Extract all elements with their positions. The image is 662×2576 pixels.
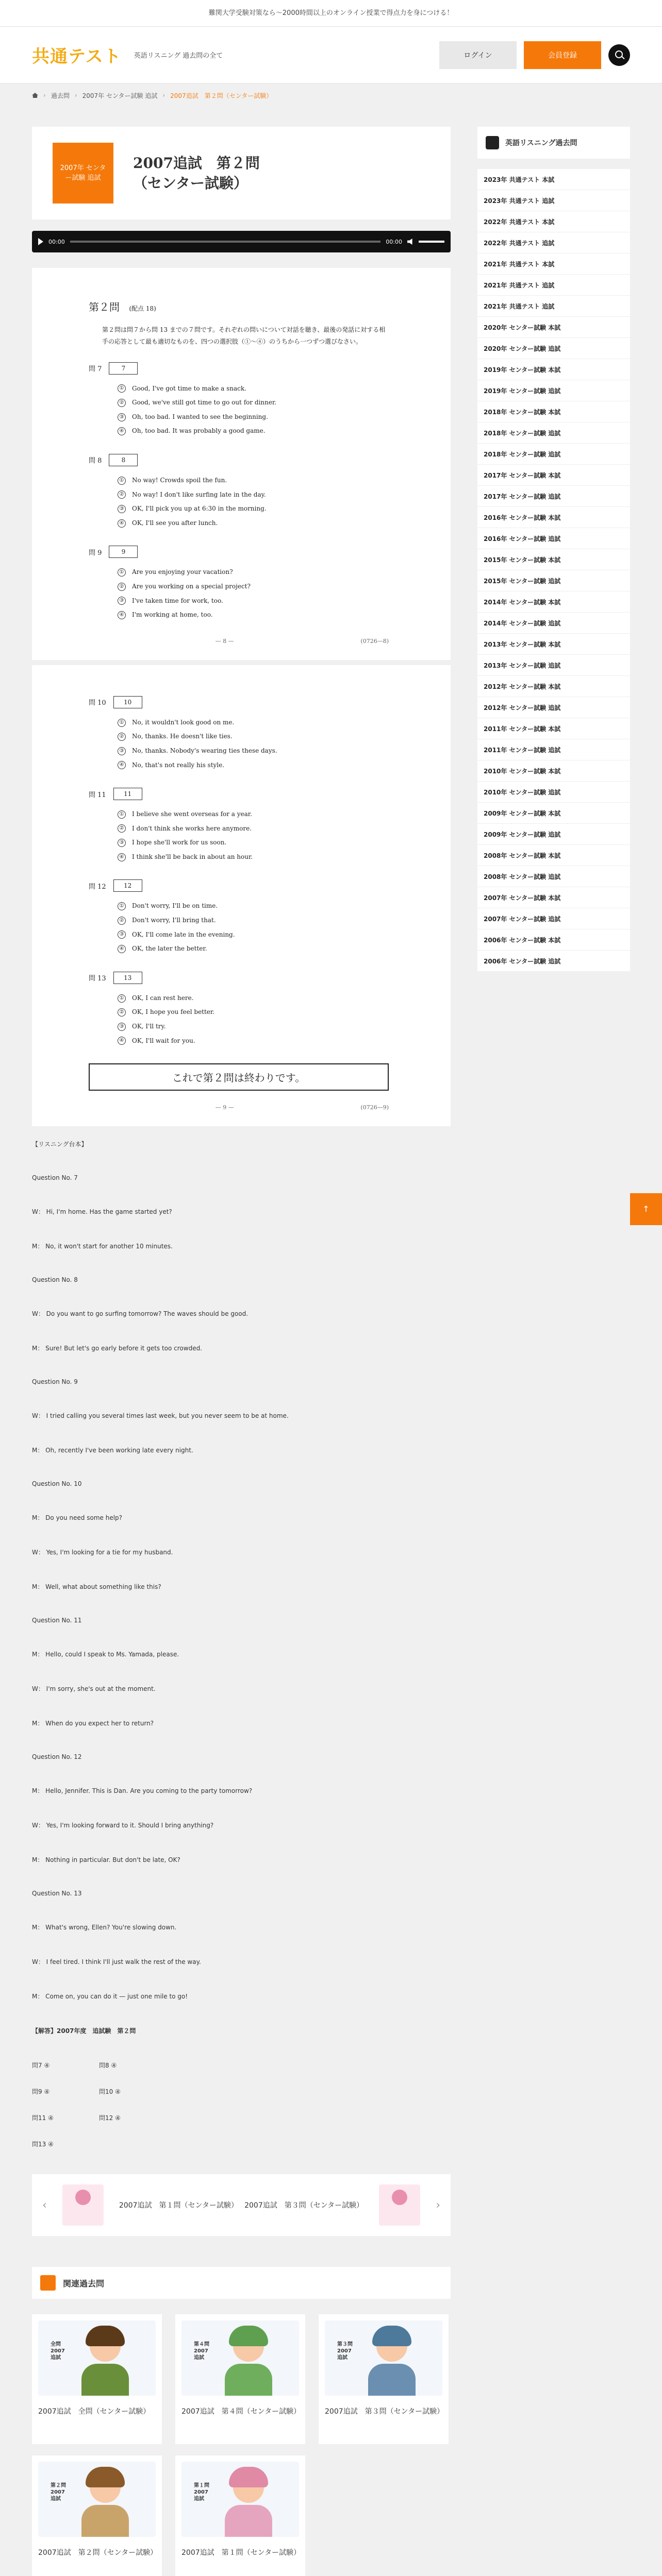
- answer-box: 7: [109, 362, 138, 375]
- answer-option: [118, 410, 389, 425]
- sidebar-item[interactable]: 2013年 センター試験 追試: [477, 655, 630, 676]
- question-block: [89, 454, 389, 530]
- option-number: ②: [118, 490, 126, 499]
- option-text: I believe she went overseas for a year.: [132, 810, 253, 818]
- exam-heading: [89, 299, 389, 314]
- sidebar-item[interactable]: 2006年 センター試験 追試: [477, 951, 630, 972]
- option-number: ③: [118, 930, 126, 939]
- option-number: ④: [118, 945, 126, 953]
- sidebar-item[interactable]: 2023年 共通テスト 追試: [477, 190, 630, 211]
- question-label: [89, 696, 389, 708]
- illustration-body: [81, 2364, 129, 2396]
- answer-option: [118, 730, 389, 744]
- sidebar-item[interactable]: 2021年 共通テスト 追試: [477, 296, 630, 317]
- thumbnail-label: 第４問 2007 追試: [194, 2342, 209, 2361]
- question-label: [89, 972, 389, 984]
- option-number: ④: [118, 519, 126, 528]
- breadcrumb-separator: ›: [162, 92, 166, 99]
- sidebar-item[interactable]: 2019年 センター試験 追試: [477, 380, 630, 401]
- related-caption: 2007追試 全問（センター試験）: [38, 2408, 151, 2416]
- transcript-line: Question No. 8: [32, 1276, 78, 1284]
- transcript-line: M： What's wrong, Ellen? You're slowing down.: [32, 1924, 177, 1931]
- answer-item: 問13 ④: [32, 2141, 54, 2148]
- option-text: No, thanks. He doesn't like ties.: [132, 733, 233, 740]
- next-title: 2007追試 第３問（センター試験）: [244, 2201, 364, 2210]
- sidebar-item[interactable]: 2017年 センター試験 追試: [477, 486, 630, 507]
- sidebar-item[interactable]: 2006年 センター試験 本試: [477, 929, 630, 951]
- answer-option: [118, 1034, 389, 1048]
- question-label: [89, 546, 389, 558]
- answer-option: [118, 913, 389, 928]
- question-label: [89, 362, 389, 375]
- option-text: Don't worry, I'll be on time.: [132, 902, 218, 910]
- sidebar-item[interactable]: 2008年 センター試験 追試: [477, 866, 630, 887]
- top-announcement[interactable]: 難関大学受験対策なら〜2000時間以上のオンライン授業で得点力を身につける！: [0, 0, 662, 27]
- next-thumbnail: [379, 2184, 420, 2226]
- option-number: ④: [118, 427, 126, 435]
- related-card[interactable]: [175, 2314, 305, 2444]
- exam-intro: 第２問は問７から問 13 までの７問です。それぞれの問いについて対話を聴き、最後の発話に対する相手の応答として最も適切なものを、四つの選択肢（①〜④）のうちから一つずつ選びなさい。: [102, 326, 386, 345]
- transcript-line: W： Yes, I'm looking for a tie for my husband.: [32, 1549, 173, 1556]
- illustration-hair: [372, 2326, 411, 2346]
- option-text: No way! I don't like surfing late in the day.: [132, 490, 266, 498]
- option-number: ②: [118, 733, 126, 741]
- sidebar-item[interactable]: 2021年 共通テスト 追試: [477, 275, 630, 296]
- scroll-top-button[interactable]: ↑: [630, 1193, 662, 1225]
- option-number: ④: [118, 761, 126, 769]
- sidebar-item[interactable]: 2007年 センター試験 追試: [477, 908, 630, 929]
- sidebar-heading: [477, 127, 630, 159]
- sidebar: [477, 127, 630, 2576]
- related-thumbnail: [181, 2462, 299, 2537]
- question-list-2: [89, 696, 389, 1048]
- answer-box: 11: [113, 788, 142, 800]
- question-block: [89, 362, 389, 438]
- related-heading: [32, 2267, 451, 2299]
- transcript-line: W： I tried calling you several times last week, but you never seem to be at home.: [32, 1412, 289, 1420]
- breadcrumb-separator: ›: [74, 92, 77, 99]
- option-number: ①: [118, 384, 126, 393]
- answer-option: [118, 1020, 389, 1034]
- illustration-body: [225, 2364, 272, 2396]
- sidebar-item[interactable]: 2023年 共通テスト 本試: [477, 169, 630, 190]
- question-number: 問 13: [89, 975, 106, 983]
- answer-option: [118, 899, 389, 913]
- sidebar-item[interactable]: 2016年 センター試験 追試: [477, 528, 630, 549]
- answer-option: [118, 594, 389, 608]
- document-icon: [40, 2275, 56, 2291]
- transcript: [32, 1140, 451, 2148]
- answer-option: [118, 382, 389, 396]
- option-number: ①: [118, 568, 126, 577]
- chevron-right-icon: ›: [436, 2198, 440, 2212]
- option-text: I don't think she works here anymore.: [132, 824, 252, 832]
- transcript-title: 【リスニング台本】: [32, 1141, 88, 1148]
- transcript-line: Question No. 12: [32, 1753, 82, 1761]
- breadcrumb-item[interactable]: 過去問: [51, 92, 70, 99]
- sidebar-item[interactable]: 2018年 センター試験 追試: [477, 422, 630, 444]
- answer-option: [118, 836, 389, 850]
- related-thumbnail: [181, 2320, 299, 2396]
- chevron-left-icon: ‹: [42, 2198, 47, 2212]
- sidebar-item[interactable]: 2011年 センター試験 本試: [477, 718, 630, 739]
- option-text: I hope she'll work for us soon.: [132, 839, 227, 846]
- sidebar-item[interactable]: 2014年 センター試験 追試: [477, 613, 630, 634]
- option-text: Good, I've got time to make a snack.: [132, 384, 246, 392]
- header-actions: [439, 41, 630, 69]
- option-number: ②: [118, 824, 126, 833]
- related-grid: [32, 2314, 451, 2576]
- login-button[interactable]: ログイン: [439, 41, 517, 69]
- question-label: [89, 879, 389, 892]
- answer-item: 問7 ④: [32, 2062, 50, 2070]
- answer-box: 8: [109, 454, 138, 466]
- page-number: — 9 —: [215, 1104, 234, 1111]
- option-text: No, thanks. Nobody's wearing ties these days.: [132, 747, 277, 754]
- sidebar-heading-text: 英語リスニング過去問: [505, 139, 577, 147]
- answer-option: [118, 516, 389, 531]
- related-thumbnail: [38, 2320, 156, 2396]
- option-number: ③: [118, 597, 126, 605]
- answer-grid: [32, 2061, 451, 2148]
- transcript-line: W： Hi, I'm home. Has the game started yet?: [32, 1208, 172, 1216]
- transcript-line: M： Come on, you can do it — just one mile to go!: [32, 1993, 188, 2001]
- question-label: [89, 454, 389, 466]
- sidebar-item[interactable]: 2012年 センター試験 本試: [477, 676, 630, 697]
- page-footer: [89, 1104, 389, 1111]
- answer-option: [118, 473, 389, 488]
- volume-icon[interactable]: [407, 239, 413, 245]
- answer-option: [118, 716, 389, 730]
- site-logo[interactable]: 共通テスト: [32, 46, 122, 67]
- option-text: OK, I'll pick you up at 6:30 in the morning.: [132, 505, 267, 513]
- sidebar-item[interactable]: 2009年 センター試験 追試: [477, 824, 630, 845]
- answer-item: 問8 ④: [99, 2062, 117, 2070]
- question-block: [89, 972, 389, 1048]
- page-title: [133, 153, 260, 193]
- answers-title: 【解答】2007年度 追試験 第２問: [32, 2027, 136, 2035]
- option-number: ③: [118, 505, 126, 513]
- transcript-line: W： I'm sorry, she's out at the moment.: [32, 1685, 156, 1693]
- transcript-line: W： I feel tired. I think I'll just walk the rest of the way.: [32, 1958, 201, 1966]
- transcript-line: M： When do you expect her to return?: [32, 1720, 154, 1727]
- register-button[interactable]: 会員登録: [524, 41, 601, 69]
- illustration-body: [368, 2364, 416, 2396]
- illustration-hair: [86, 2467, 125, 2487]
- sidebar-item[interactable]: 2020年 センター試験 追試: [477, 338, 630, 359]
- play-icon[interactable]: [38, 238, 43, 245]
- related-card[interactable]: [32, 2314, 162, 2444]
- breadcrumb-separator: ›: [43, 92, 46, 99]
- option-number: ①: [118, 719, 126, 727]
- transcript-line: Question No. 7: [32, 1174, 78, 1182]
- page-footer: [89, 638, 389, 645]
- sidebar-item[interactable]: 2019年 センター試験 本試: [477, 359, 630, 380]
- transcript-line: W： Yes, I'm looking forward to it. Should I bring anything?: [32, 1822, 214, 1829]
- answer-item: 問9 ④: [32, 2088, 50, 2096]
- answer-option: [118, 608, 389, 622]
- question-block: [89, 879, 389, 956]
- option-text: OK, I'll come late in the evening.: [132, 930, 235, 938]
- question-number: 問 8: [89, 457, 102, 465]
- option-number: ②: [118, 917, 126, 925]
- answer-option: [118, 942, 389, 956]
- answer-option: [118, 758, 389, 773]
- option-text: No, it wouldn't look good on me.: [132, 718, 235, 726]
- main-column: [32, 127, 451, 2576]
- option-text: OK, I'll wait for you.: [132, 1037, 195, 1044]
- sidebar-item[interactable]: 2015年 センター試験 本試: [477, 549, 630, 570]
- illustration-body: [81, 2505, 129, 2537]
- answer-option: [118, 565, 389, 580]
- option-number: ③: [118, 839, 126, 847]
- option-number: ②: [118, 399, 126, 407]
- end-notice: これで第２問は終わりです。: [89, 1063, 389, 1091]
- audio-player: [32, 231, 451, 252]
- answer-box: 10: [113, 696, 142, 708]
- transcript-line: M： Hello, could I speak to Ms. Yamada, please.: [32, 1651, 179, 1658]
- question-list-1: [89, 362, 389, 622]
- headphones-icon: [486, 136, 499, 149]
- volume-slider[interactable]: [419, 241, 444, 243]
- illustration-hair: [86, 2326, 125, 2346]
- option-number: ④: [118, 611, 126, 619]
- page-code: (0726—9): [360, 1104, 389, 1111]
- option-text: Oh, too bad. I wanted to see the beginning.: [132, 413, 268, 420]
- option-text: I think she'll be back in about an hour.: [132, 853, 253, 860]
- option-text: Oh, too bad. It was probably a good game.: [132, 427, 266, 435]
- question-number: 問 12: [89, 883, 106, 891]
- related-card[interactable]: [32, 2455, 162, 2576]
- search-icon[interactable]: [608, 44, 630, 66]
- sidebar-item[interactable]: 2013年 センター試験 本試: [477, 634, 630, 655]
- sidebar-item[interactable]: 2009年 センター試験 本試: [477, 803, 630, 824]
- option-text: Don't worry, I'll bring that.: [132, 917, 216, 924]
- option-number: ③: [118, 1023, 126, 1031]
- question-block: [89, 696, 389, 772]
- next-article-link[interactable]: [241, 2184, 440, 2226]
- question-number: 問 9: [89, 549, 102, 557]
- exam-page-2: [32, 660, 451, 1127]
- sidebar-item[interactable]: 2010年 センター試験 本試: [477, 760, 630, 782]
- breadcrumb: [0, 83, 662, 107]
- sidebar-item[interactable]: 2015年 センター試験 追試: [477, 570, 630, 591]
- question-block: [89, 546, 389, 622]
- illustration-body: [225, 2505, 272, 2537]
- answer-box: 9: [109, 546, 138, 558]
- sidebar-item[interactable]: 2012年 センター試験 追試: [477, 697, 630, 718]
- prev-article-link[interactable]: [42, 2184, 241, 2226]
- question-label: [89, 788, 389, 800]
- related-heading-text: 関連過去問: [63, 2278, 105, 2289]
- option-number: ①: [118, 902, 126, 910]
- answer-option: [118, 488, 389, 502]
- transcript-line: W： Do you want to go surfing tomorrow? The waves should be good.: [32, 1310, 249, 1318]
- sidebar-item[interactable]: 2017年 センター試験 本試: [477, 465, 630, 486]
- sidebar-item[interactable]: 2011年 センター試験 追試: [477, 739, 630, 760]
- prev-thumbnail: [62, 2184, 104, 2226]
- transcript-lines: [32, 1174, 451, 2001]
- sidebar-item[interactable]: 2014年 センター試験 本試: [477, 591, 630, 613]
- transcript-line: Question No. 10: [32, 1480, 82, 1488]
- page-title-line1: 2007追試 第２問: [133, 154, 260, 172]
- title-card: [32, 127, 451, 219]
- option-text: No way! Crowds spoil the fun.: [132, 476, 227, 484]
- answer-option: [118, 1005, 389, 1020]
- related-thumbnail: [38, 2462, 156, 2537]
- sidebar-item[interactable]: 2010年 センター試験 追試: [477, 782, 630, 803]
- option-number: ①: [118, 994, 126, 1003]
- option-text: OK, I'll see you after lunch.: [132, 519, 218, 527]
- title-badge: 2007年 センター試験 追試: [53, 143, 113, 204]
- answer-option: [118, 822, 389, 836]
- illustration-hair: [229, 2467, 268, 2487]
- related-caption: 2007追試 第２問（センター試験）: [38, 2549, 158, 2557]
- audio-duration: 00:00: [386, 238, 402, 245]
- related-caption: 2007追試 第３問（センター試験）: [325, 2408, 444, 2416]
- answer-box: 12: [113, 879, 142, 892]
- option-text: OK, I can rest here.: [132, 994, 194, 1002]
- sidebar-item[interactable]: 2020年 センター試験 本試: [477, 317, 630, 338]
- answer-option: [118, 850, 389, 865]
- content-wrap: [0, 127, 662, 2576]
- sidebar-item[interactable]: 2021年 共通テスト 本試: [477, 253, 630, 275]
- question-number: 問 7: [89, 365, 102, 374]
- answer-item: 問10 ④: [99, 2088, 121, 2096]
- sidebar-item[interactable]: 2007年 センター試験 本試: [477, 887, 630, 908]
- illustration-hair: [229, 2326, 268, 2346]
- option-text: Are you enjoying your vacation?: [132, 568, 233, 576]
- option-text: Are you working on a special project?: [132, 582, 251, 590]
- thumbnail-label: 全問 2007 追試: [51, 2342, 65, 2361]
- option-text: No, that's not really his style.: [132, 761, 225, 769]
- option-number: ①: [118, 810, 126, 819]
- answer-option: [118, 991, 389, 1006]
- prev-title: 2007追試 第１問（センター試験）: [119, 2201, 238, 2210]
- transcript-line: M： Oh, recently I've been working late every night.: [32, 1447, 193, 1454]
- answer-option: [118, 580, 389, 594]
- transcript-line: M： Nothing in particular. But don't be late, OK?: [32, 1856, 180, 1864]
- answer-option: [118, 928, 389, 942]
- transcript-line: Question No. 9: [32, 1378, 78, 1386]
- related-caption: 2007追試 第１問（センター試験）: [181, 2549, 301, 2557]
- exam-heading-title: 第２問: [89, 301, 120, 313]
- audio-progress-bar[interactable]: [70, 241, 381, 243]
- option-text: OK, I hope you feel better.: [132, 1008, 215, 1016]
- breadcrumb-current: 2007追試 第２問（センター試験）: [170, 92, 273, 99]
- related-thumbnail: [325, 2320, 442, 2396]
- sidebar-item[interactable]: 2018年 センター試験 本試: [477, 401, 630, 422]
- question-number: 問 10: [89, 699, 106, 707]
- option-number: ④: [118, 853, 126, 861]
- sidebar-item[interactable]: 2018年 センター試験 追試: [477, 444, 630, 465]
- sidebar-list: [477, 169, 630, 972]
- option-number: ②: [118, 583, 126, 591]
- transcript-line: M： Sure! But let's go early before it gets too crowded.: [32, 1345, 203, 1352]
- related-card[interactable]: [319, 2314, 449, 2444]
- question-block: [89, 788, 389, 864]
- answer-item: 問11 ④: [32, 2114, 54, 2122]
- site-header: [0, 27, 662, 83]
- option-text: Good, we've still got time to go out for dinner.: [132, 399, 277, 406]
- option-number: ③: [118, 413, 126, 421]
- transcript-line: M： Well, what about something like this?: [32, 1583, 161, 1591]
- answer-box: 13: [113, 972, 142, 984]
- option-number: ④: [118, 1037, 126, 1045]
- question-number: 問 11: [89, 791, 106, 799]
- transcript-line: Question No. 11: [32, 1617, 82, 1624]
- answer-option: [118, 424, 389, 438]
- sidebar-item[interactable]: 2022年 共通テスト 追試: [477, 232, 630, 253]
- breadcrumb-item[interactable]: 2007年 センター試験 追試: [82, 92, 158, 99]
- related-card[interactable]: [175, 2455, 305, 2576]
- thumbnail-label: 第１問 2007 追試: [194, 2483, 209, 2502]
- sidebar-item[interactable]: 2008年 センター試験 本試: [477, 845, 630, 866]
- sidebar-item[interactable]: 2022年 共通テスト 本試: [477, 211, 630, 232]
- thumbnail-label: 第３問 2007 追試: [337, 2342, 353, 2361]
- answer-option: [118, 744, 389, 758]
- transcript-line: M： Do you need some help?: [32, 1514, 123, 1522]
- exam-points: (配点 18): [129, 305, 156, 312]
- answer-option: [118, 807, 389, 822]
- page-number: — 8 —: [215, 637, 234, 645]
- page-code: (0726—8): [360, 637, 389, 645]
- answer-item: 問12 ④: [99, 2114, 121, 2122]
- option-text: I'm working at home, too.: [132, 611, 213, 619]
- transcript-line: M： No, it won't start for another 10 minutes.: [32, 1243, 173, 1250]
- answer-option: [118, 396, 389, 410]
- exam-page-1: [32, 268, 451, 660]
- thumbnail-label: 第２問 2007 追試: [51, 2483, 66, 2502]
- related-caption: 2007追試 第４問（センター試験）: [181, 2408, 301, 2416]
- transcript-line: Question No. 13: [32, 1890, 82, 1897]
- option-number: ③: [118, 747, 126, 755]
- option-text: OK, I'll try.: [132, 1023, 166, 1030]
- answer-option: [118, 502, 389, 516]
- option-number: ①: [118, 477, 126, 485]
- prev-next-nav: [32, 2174, 451, 2236]
- home-icon[interactable]: [32, 93, 38, 98]
- transcript-line: M： Hello, Jennifer. This is Dan. Are you coming to the party tomorrow?: [32, 1787, 253, 1795]
- option-text: OK, the later the better.: [132, 945, 207, 953]
- option-text: I've taken time for work, too.: [132, 597, 223, 604]
- audio-current-time: 00:00: [48, 238, 65, 245]
- site-tagline: 英語リスニング 過去問の全て: [134, 52, 223, 60]
- option-number: ②: [118, 1008, 126, 1016]
- sidebar-item[interactable]: 2016年 センター試験 本試: [477, 507, 630, 528]
- page-title-line2: （センター試験）: [133, 175, 248, 192]
